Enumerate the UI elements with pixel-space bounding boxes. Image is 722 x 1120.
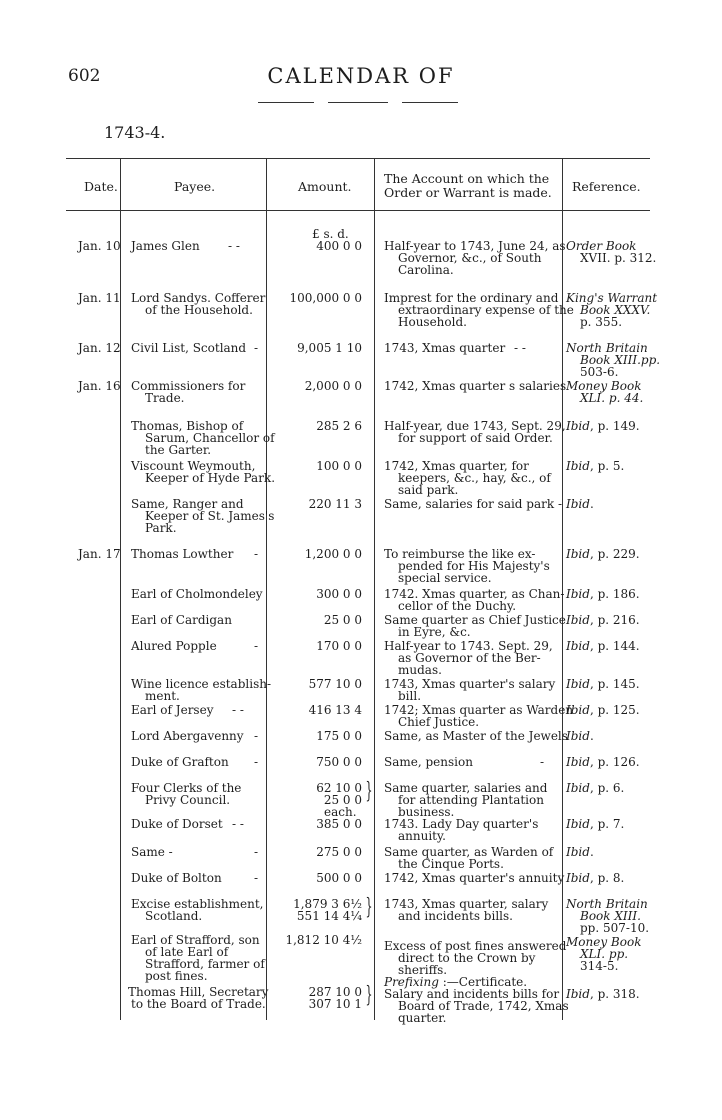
entry-reference: Ibid, p. 6.: [566, 781, 625, 795]
column-header-account: Order or Warrant is made.: [384, 185, 552, 200]
entry-amount: 551 14 4¼: [296, 909, 362, 923]
entry-reference: p. 355.: [580, 315, 623, 329]
entry-account: mudas.: [398, 663, 442, 677]
column-header-payee: Payee.: [174, 179, 216, 194]
year-heading: 1743-4.: [104, 123, 166, 142]
entry-date: Jan. 17: [78, 547, 121, 561]
column-header-date: Date.: [84, 179, 118, 194]
entry-payee: Thomas, Bishop of: [131, 419, 244, 433]
entry-reference: Ibid.: [566, 497, 594, 511]
entry-amount: 275 0 0: [316, 845, 362, 859]
entry-payee: Duke of Dorset: [131, 817, 223, 831]
entry-reference: North Britain: [566, 897, 648, 911]
brace-mark: }: [365, 779, 373, 804]
entry-reference: Ibid, p. 229.: [566, 547, 640, 561]
entry-amount: 62 10 0: [316, 781, 362, 795]
entry-amount: 287 10 0: [308, 985, 362, 999]
entry-amount: 385 0 0: [316, 817, 362, 831]
entry-payee: Lord Sandys. Cofferer: [131, 291, 266, 305]
column-header-amount: Amount.: [298, 179, 352, 194]
entry-payee: Viscount Weymouth,: [131, 459, 256, 473]
leader-dots: -: [254, 547, 259, 561]
entry-account: cellor of the Duchy.: [398, 599, 517, 613]
entry-reference: Ibid, p. 318.: [566, 987, 640, 1001]
entry-reference: Book XIII.pp.: [580, 353, 661, 367]
entry-amount: 2,000 0 0: [304, 379, 362, 393]
entry-amount: 175 0 0: [316, 729, 362, 743]
entry-account: in Eyre, &c.: [398, 625, 471, 639]
entry-account: Household.: [398, 315, 467, 329]
entry-amount: 25 0 0: [323, 793, 362, 807]
entry-reference: Money Book: [566, 935, 642, 949]
entry-payee: Four Clerks of the: [131, 781, 242, 795]
entry-account: 1742. Xmas quarter, as Chan-: [384, 587, 565, 601]
entry-amount: 416 13 4: [308, 703, 362, 717]
entry-payee: Wine licence establish-: [131, 677, 272, 691]
entry-account: Chief Justice.: [398, 715, 480, 729]
leader-dots: - -: [232, 817, 244, 831]
entry-reference: Book XXXV.: [580, 303, 651, 317]
entry-payee: Thomas Hill, Secretary: [128, 985, 269, 999]
entry-account: Same quarter, salaries and: [384, 781, 548, 795]
entry-amount: 9,005 1 10: [297, 341, 362, 355]
entry-payee: James Glen: [131, 239, 200, 253]
entry-account: Half-year, due 1743, Sept. 29,: [384, 419, 566, 433]
entry-reference: Ibid, p. 5.: [566, 459, 625, 473]
entry-payee: to the Board of Trade.: [131, 997, 266, 1011]
entry-account: Excess of post fines answered: [384, 939, 567, 953]
entry-reference: XLI. pp.: [580, 947, 629, 961]
entry-account: sheriffs.: [398, 963, 448, 977]
entry-account: Salary and incidents bills for: [384, 987, 560, 1001]
entry-payee: Privy Council.: [145, 793, 231, 807]
entry-payee: Park.: [145, 521, 177, 535]
entry-reference: 503-6.: [580, 365, 619, 379]
entry-date: Jan. 12: [78, 341, 121, 355]
entry-amount: 170 0 0: [316, 639, 362, 653]
entry-amount: 400 0 0: [316, 239, 362, 253]
column-header-account: The Account on which the: [384, 171, 550, 186]
entry-reference: Ibid, p. 145.: [566, 677, 640, 691]
entry-account: pended for His Majesty's: [398, 559, 550, 573]
entry-account: 1742, Xmas quarter's annuity: [384, 871, 565, 885]
page-number: 602: [68, 66, 101, 86]
entry-reference: pp. 507-10.: [580, 921, 650, 935]
entry-payee: Duke of Grafton: [131, 755, 229, 769]
entry-account: Board of Trade, 1742, Xmas: [398, 999, 569, 1013]
entry-reference: Order Book: [566, 239, 637, 253]
entry-account-note: Prefixing :—Certificate.: [384, 975, 528, 989]
entry-account: Half-year to 1743. Sept. 29,: [384, 639, 553, 653]
entry-payee: Keeper of St. James's: [145, 509, 275, 523]
entry-reference: Ibid.: [566, 845, 594, 859]
running-title: CALENDAR OF: [267, 64, 455, 88]
entry-payee: Commissioners for: [131, 379, 246, 393]
entry-payee: Thomas Lowther: [131, 547, 234, 561]
entry-payee: post fines.: [145, 969, 208, 983]
leader-dots: - -: [228, 239, 240, 253]
entry-payee: Trade.: [145, 391, 185, 405]
entry-reference: XLI. p. 44.: [580, 391, 644, 405]
entry-account: 1742; Xmas quarter as Warden: [384, 703, 574, 717]
entry-account: business.: [398, 805, 455, 819]
entry-account: said park.: [398, 483, 459, 497]
entry-account: Same, salaries for said park -: [384, 497, 563, 511]
leader-dots: -: [254, 755, 259, 769]
entry-account: quarter.: [398, 1011, 447, 1025]
entry-amount: 307 10 1: [308, 997, 362, 1011]
entry-account: 1743. Lady Day quarter's: [384, 817, 539, 831]
entry-amount: 300 0 0: [316, 587, 362, 601]
entry-payee: Excise establishment,: [131, 897, 264, 911]
leader-dots: - -: [232, 703, 244, 717]
entry-payee: Earl of Cholmondeley: [131, 587, 263, 601]
entry-payee: Same, Ranger and: [131, 497, 244, 511]
entry-amount: 750 0 0: [316, 755, 362, 769]
entry-account: 1743, Xmas quarter's salary: [384, 677, 556, 691]
entry-amount: 100 0 0: [316, 459, 362, 473]
entry-reference: Ibid, p. 216.: [566, 613, 640, 627]
entry-payee: Alured Popple: [131, 639, 217, 653]
entry-amount: 500 0 0: [316, 871, 362, 885]
entry-amount: 220 11 3: [308, 497, 362, 511]
entry-payee: Duke of Bolton: [131, 871, 222, 885]
leader-dots: -: [254, 639, 259, 653]
leader-dots: -: [254, 871, 259, 885]
entry-date: Jan. 11: [78, 291, 121, 305]
entry-account: Same, pension: [384, 755, 473, 769]
entry-account: for attending Plantation: [398, 793, 544, 807]
entry-account: 1743, Xmas quarter: [384, 341, 506, 355]
brace-mark: }: [365, 983, 373, 1008]
entry-account: Imprest for the ordinary and: [384, 291, 559, 305]
entry-account: special service.: [398, 571, 492, 585]
entry-account: as Governor of the Ber-: [398, 651, 541, 665]
entry-reference: Ibid, p. 186.: [566, 587, 640, 601]
entry-payee: Same -: [131, 845, 173, 859]
leader-dots: -: [254, 729, 259, 743]
entry-amount: 1,200 0 0: [304, 547, 362, 561]
entry-payee: Strafford, farmer of: [145, 957, 265, 971]
column-divider: [266, 158, 267, 1020]
entry-account: direct to the Crown by: [398, 951, 536, 965]
column-header-reference: Reference.: [572, 179, 641, 194]
entry-amount: 285 2 6: [316, 419, 362, 433]
entry-account: Half-year to 1743, June 24, as: [384, 239, 566, 253]
column-divider: [120, 158, 121, 1020]
entry-payee: Earl of Cardigan: [131, 613, 232, 627]
entry-reference: Ibid, p. 7.: [566, 817, 625, 831]
leader-dots: -: [254, 845, 259, 859]
entry-reference: Ibid, p. 8.: [566, 871, 625, 885]
entry-reference: Money Book: [566, 379, 642, 393]
entry-payee: Scotland.: [145, 909, 203, 923]
entry-account: Carolina.: [398, 263, 454, 277]
entry-payee: Sarum, Chancellor of: [145, 431, 275, 445]
entry-account: Same, as Master of the Jewels: [384, 729, 568, 743]
entry-account: To reimburse the like ex-: [384, 547, 536, 561]
entry-account: extraordinary expense of the: [398, 303, 574, 317]
entry-reference: Ibid, p. 144.: [566, 639, 640, 653]
leader-dots: -: [254, 341, 259, 355]
entry-account: Same quarter, as Warden of: [384, 845, 554, 859]
entry-payee: Civil List, Scotland: [131, 341, 247, 355]
entry-account: 1742, Xmas quarter s salaries: [384, 379, 567, 393]
entry-payee: the Garter.: [145, 443, 212, 457]
entry-amount: 577 10 0: [308, 677, 362, 691]
leader-dots: - -: [514, 341, 526, 355]
entry-account: keepers, &c., hay, &c., of: [398, 471, 551, 485]
entry-date: Jan. 10: [78, 239, 121, 253]
entry-reference: Ibid, p. 149.: [566, 419, 640, 433]
entry-reference: King's Warrant: [566, 291, 658, 305]
entry-date: Jan. 16: [78, 379, 121, 393]
column-divider: [374, 158, 375, 1020]
entry-amount: each.: [324, 805, 357, 819]
entry-payee: of the Household.: [145, 303, 253, 317]
entry-account: 1742, Xmas quarter, for: [384, 459, 529, 473]
entry-payee: of late Earl of: [145, 945, 229, 959]
entry-account: annuity.: [398, 829, 446, 843]
entry-payee: Earl of Jersey: [131, 703, 214, 717]
entry-payee: Lord Abergavenny: [131, 729, 244, 743]
entry-payee: Keeper of Hyde Park.: [145, 471, 276, 485]
entry-payee: ment.: [145, 689, 180, 703]
entry-account: Same quarter as Chief Justice: [384, 613, 566, 627]
entry-payee: Earl of Strafford, son: [131, 933, 260, 947]
entry-account: and incidents bills.: [398, 909, 513, 923]
entry-account: bill.: [398, 689, 422, 703]
entry-amount: 25 0 0: [323, 613, 362, 627]
entry-account: 1743, Xmas quarter, salary: [384, 897, 549, 911]
entry-reference: XVII. p. 312.: [580, 251, 657, 265]
entry-reference: Book XIII.: [580, 909, 641, 923]
entry-account: Governor, &c., of South: [398, 251, 542, 265]
title-rule: [258, 102, 458, 103]
entry-reference: Ibid.: [566, 729, 594, 743]
brace-mark: }: [365, 895, 373, 920]
leader-dots: -: [540, 755, 545, 769]
currency-units: £ s. d.: [312, 227, 349, 241]
entry-account: the Cinque Ports.: [398, 857, 504, 871]
entry-reference: North Britain: [566, 341, 648, 355]
entry-amount: 1,879 3 6½: [293, 897, 362, 911]
entry-reference: 314-5.: [580, 959, 619, 973]
entry-amount: 1,812 10 4½: [285, 933, 362, 947]
entry-account: for support of said Order.: [398, 431, 553, 445]
entry-reference: Ibid, p. 125.: [566, 703, 640, 717]
entry-reference: Ibid, p. 126.: [566, 755, 640, 769]
entry-amount: 100,000 0 0: [289, 291, 362, 305]
